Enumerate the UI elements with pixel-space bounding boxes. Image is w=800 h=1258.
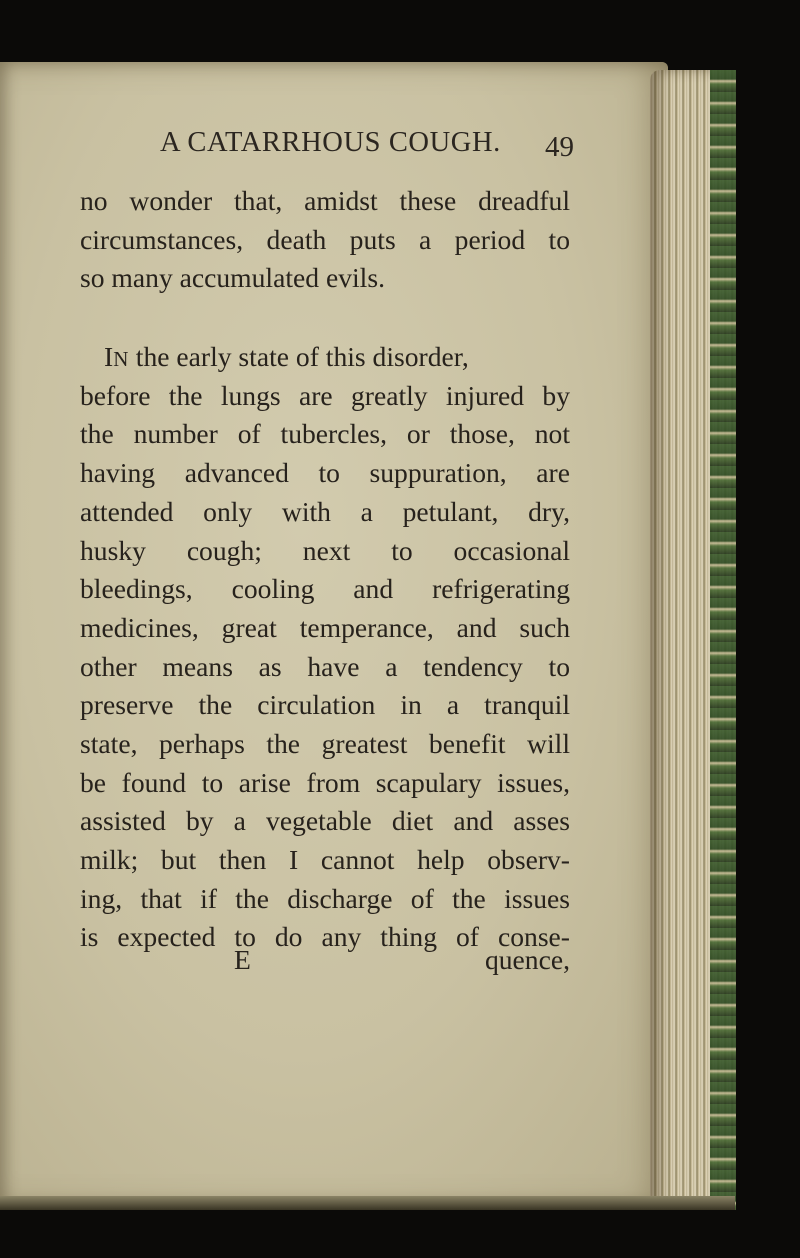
text-line: attended only with a petulant, dry, [80,495,570,527]
text-line: no wonder that, amidst these dreadful [80,185,570,216]
text-line: be found to arise from scapulary issues, [80,766,570,798]
text-line: so many accumulated evils. [80,262,385,294]
text-line: circumstances, death puts a period to [80,223,570,255]
text-line: milk; but then I cannot help observ- [80,844,570,875]
text-line: husky cough; next to occasional [80,534,570,566]
catchword: quence, [484,944,570,975]
initial-letter: I [104,341,114,373]
page-number: 49 [545,131,574,163]
text-line: having advanced to suppuration, are [80,457,570,489]
signature-mark: E [234,944,251,975]
text-line: preserve the circulation in a tranquil [80,689,570,721]
text-line: ing, that if the discharge of the issues [80,882,570,914]
small-caps-rest: N [113,347,129,372]
text-line: assisted by a vegetable diet and asses [80,805,570,837]
page-bottom-edge [0,1196,735,1210]
body-text [80,182,570,957]
text-line: medicines, great temperance, and such [80,611,570,643]
text-line: is expected to do any thing of conse- [80,921,570,953]
paragraph-opening-line [80,338,570,377]
page-fore-edge [650,70,736,1210]
text-line: state, perhaps the greatest benefit will [80,727,570,759]
page-footer [80,944,570,984]
text-line: the number of tubercles, or those, not [80,418,570,450]
paragraph-gap [80,298,570,338]
text-line: before the lungs are greatly injured by [80,379,570,411]
page-header [160,127,580,167]
text-line: other means as have a tendency to [80,650,570,682]
text-line: bleedings, cooling and refrigerating [80,573,570,605]
running-head: A CATARRHOUS COUGH. [160,127,501,158]
opening-line-rest: the early state of this disorder, [135,341,469,373]
